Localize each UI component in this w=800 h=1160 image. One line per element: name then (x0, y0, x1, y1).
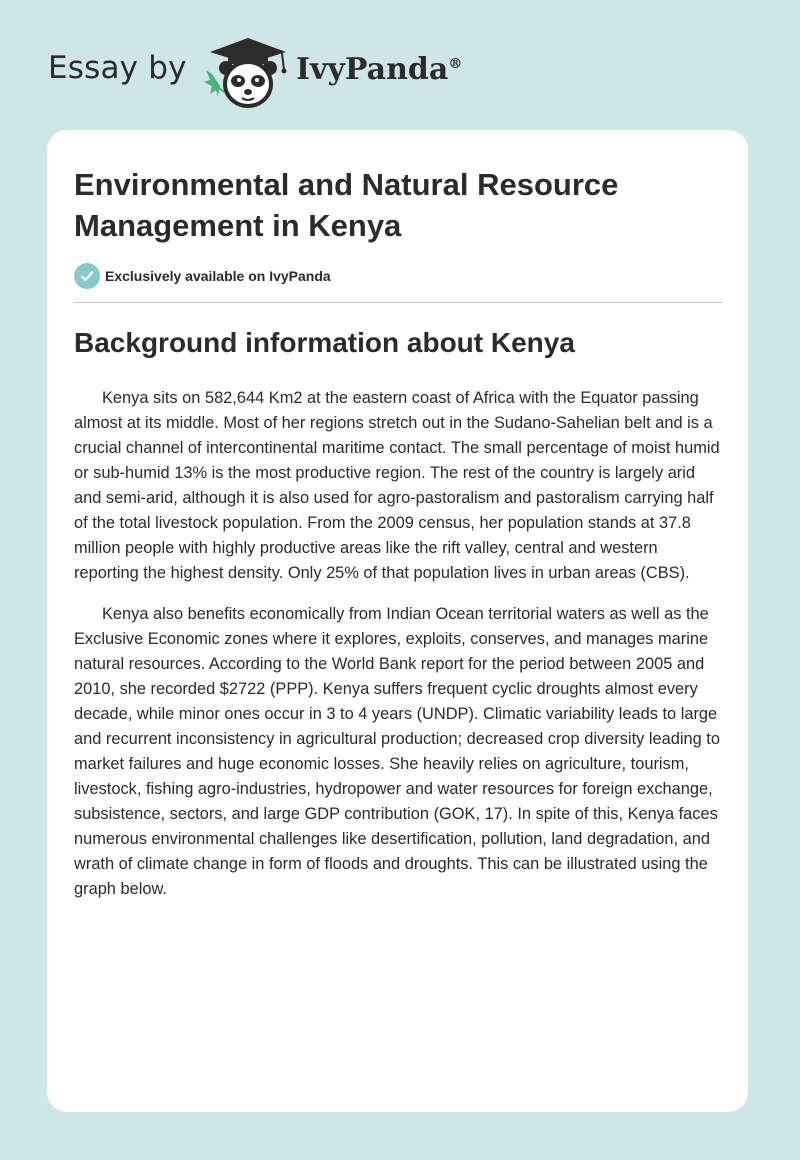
paragraph: Kenya sits on 582,644 Km2 at the eastern coast of Africa with the Equator passing almost at its middle. Most of her regions stretch out in the Sudano-Sahelian belt and is a crucial channel of intercontinental maritime contact. The small percentage of moist humid or sub-humid 13% is the most productive region. The rest of the country is largely arid and semi-arid, although it is also used for agro-pastoralism and pastoralism carrying half of the total livestock population. From the 2009 census, her population stands at 37.8 million people with highly productive areas like the rift valley, central and western reporting the highest density. Only 25% of that population lives in urban areas (CBS). (74, 389, 720, 582)
essay-body (74, 386, 726, 918)
exclusive-badge (74, 263, 331, 289)
site-header (0, 0, 800, 130)
essay-by-label: Essay by (48, 50, 187, 86)
check-icon (74, 263, 100, 289)
paragraph: Kenya also benefits economically from Indian Ocean territorial waters as well as the Exclusive Economic zones where it explores, exploits, conserves, and manages marine natural resources. According to the World Bank report for the period between 2005 and 2010, she recorded $2722 (PPP). Kenya suffers frequent cyclic droughts almost every decade, while minor ones occur in 3 to 4 years (UNDP). Climatic variability leads to large and recurrent inconsistency in agricultural production; decreased crop diversity leading to market failures and huge economic losses. She heavily relies on agriculture, tourism, livestock, fishing agro-industries, hydropower and water resources for foreign exchange, subsistence, sectors, and large GDP contribution (GOK, 17). In spite of this, Kenya faces numerous environmental challenges like desertification, pollution, land degradation, and wrath of climate change in form of floods and droughts. This can be illustrated using the graph below. (74, 605, 720, 898)
exclusive-label: Exclusively available on IvyPanda (105, 268, 331, 284)
panda-face-icon (219, 61, 277, 106)
ivy-leaf-icon (204, 70, 224, 96)
divider (74, 302, 723, 303)
panda-logo-icon[interactable] (202, 36, 292, 110)
brand-name[interactable]: IvyPanda® (296, 52, 463, 87)
page-title: Environmental and Natural Resource Management in Kenya (74, 167, 619, 243)
section-heading: Background information about Kenya (74, 327, 575, 358)
essay-card (47, 130, 748, 1112)
